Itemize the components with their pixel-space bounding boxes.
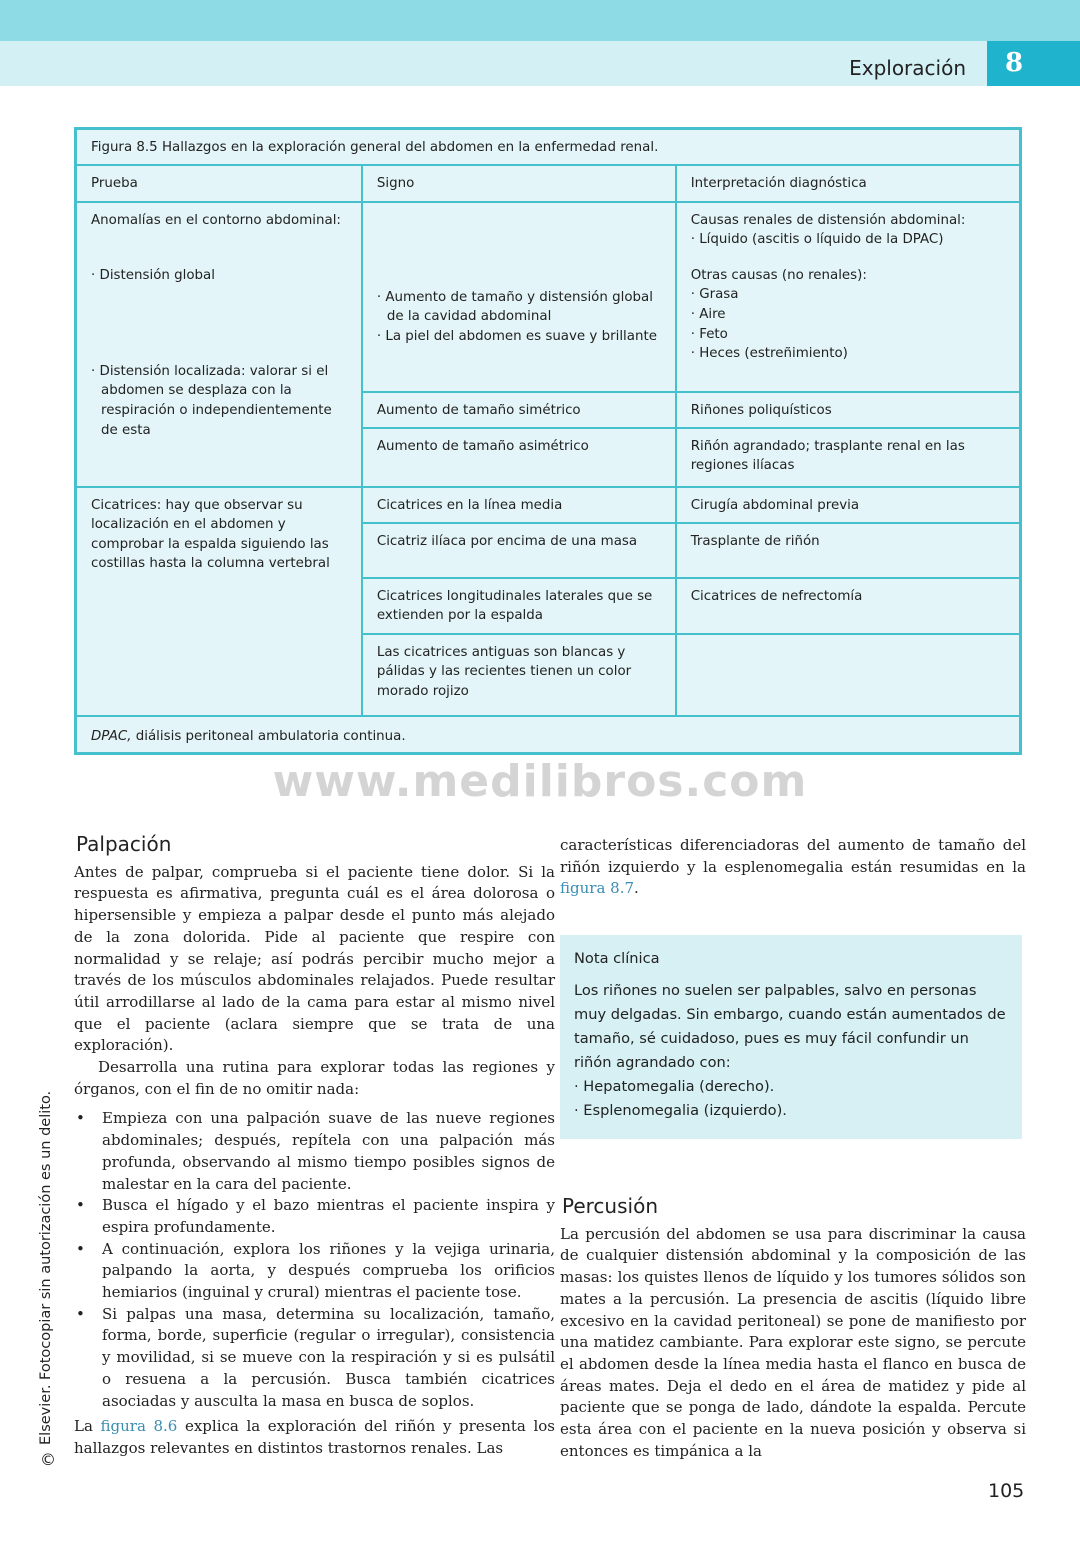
footnote-abbr: DPAC, [91,728,132,744]
text: La [74,1417,101,1436]
interp-other-title: Otras causas (no renales): [690,267,867,283]
page-number: 105 [988,1480,1025,1502]
list-item: • Si palpas una masa, determina su localización, tamaño, forma, borde, superficie (regular o irregular), consistencia y movilidad, si se mueve con la respiración y si es pulsátil o resuena a la percusión. Busca también cicatrices asociadas y ausculta la masa en busca de soplos. [74,1304,555,1413]
note-item: · Hepatomegalia (derecho). [574,1075,1008,1099]
interp-item: · Grasa [691,285,1005,305]
paragraph: Antes de palpar, comprueba si el paciente tiene dolor. Si la respuesta es afirmativa, pregunta cuál es el área dolorosa o hipersensible y empieza a palpar desde el punto más alejado de la zona dolorida. Pide al paciente que respire con normalidad y se relaje; así podrás percibir mucho mejor a través de los músculos abdominales relajados. Puede resultar útil arrodillarse al lado de la cama para estar al mismo nivel que el paciente (aclara siempre que se trata de una exploración). [74,862,555,1055]
cell-interp: Riñón agrandado; trasplante renal en las regiones ilíacas [676,428,1021,487]
cell-signo: Aumento de tamaño simétrico [362,392,676,428]
section-heading-percusion: Percusión [562,1194,658,1218]
cell-interp [676,634,1021,716]
paragraph: Desarrolla una rutina para explorar todas las regiones y órganos, con el fin de no omitir nada: [74,1058,555,1098]
text: . [634,879,639,898]
paragraph [74,1416,555,1459]
interp-item: · Líquido (ascitis o líquido de la DPAC) [691,230,1005,250]
clinical-note-box [560,935,1022,1139]
cell-prueba-cicatrices: Cicatrices: hay que observar su localización en el abdomen y comprobar la espalda siguiendo las costillas hasta la columna vertebral [76,487,362,716]
interp-item: · Heces (estreñimiento) [691,344,1005,364]
figure-8-6-link[interactable]: figura 8.6 [100,1417,178,1436]
chapter-title: Exploración [849,56,966,80]
list-item: • Busca el hígado y el bazo mientras el paciente inspira y espira profundamente. [74,1195,555,1238]
text: explica la exploración del riñón y presenta los hallazgos relevantes en distintos trastornos renales. Las [74,1417,556,1457]
figure-footnote [76,716,1021,754]
cell-prueba-contorno [76,202,362,487]
cell-signo-global [362,202,676,392]
list-item: • A continuación, explora los riñones y la vejiga urinaria, palpando la aorta, y después comprueba los orificios hemiarios (inguinal y crural) mientras el paciente tose. [74,1239,555,1304]
interp-item: · Aire [691,305,1005,325]
figure-caption: Figura 8.5 Hallazgos en la exploración general del abdomen en la enfermedad renal. [76,129,1021,165]
watermark: www.medilibros.com [272,756,808,807]
interp-renal-title: Causas renales de distensión abdominal: [690,212,966,228]
col-header-signo: Signo [362,165,676,202]
left-column [74,834,555,1460]
section-heading-palpacion: Palpación [76,832,172,856]
figure-8-7-link[interactable]: figura 8.7 [560,879,635,898]
copyright-notice: Elsevier. Fotocopiar sin autorización es un delito. [38,1090,54,1445]
cell-interp-global [676,202,1021,392]
cell-signo: Cicatriz ilíaca por encima de una masa [362,523,676,578]
interp-item: · Feto [691,325,1005,345]
cell-interp: Trasplante de riñón [676,523,1021,578]
paragraph: La percusión del abdomen se usa para discriminar la causa de cualquier distensión abdominal y la composición de las masas: los quistes llenos de líquido y los tumores sólidos son mates a la percusión. La presencia de ascitis (líquido libre excesivo en la cavidad peritoneal) se pone de manifiesto por una matidez cambiante. Para explorar este signo, se percute el abdomen desde la línea media hasta el flanco en busca de áreas mates. Deja el dedo en el área de matidez y pide al paciente que se ponga de lado, dándote la espalda. Percute esta área con el paciente en la nueva posición y observa si entonces es timpánica a la [560,1224,1026,1460]
signo-item: · Aumento de tamaño y distensión global de la cavidad abdominal [377,288,661,327]
paragraph [560,835,1026,900]
note-text: Los riñones no suelen ser palpables, salvo en personas muy delgadas. Sin embargo, cuando están aumentados de tamaño, sé cuidadoso, pues es muy fácil confundir un riñón agrandado con: [574,982,1006,1071]
cell-interp: Cirugía abdominal previa [676,487,1021,523]
cell-signo: Aumento de tamaño asimétrico [362,428,676,487]
chapter-number: 8 [987,41,1080,86]
cell-signo: Cicatrices en la línea media [362,487,676,523]
text: características diferenciadoras del aumento de tamaño del riñón izquierdo y la esplenomegalia están resumidas en la [560,836,1026,876]
cell-signo: Las cicatrices antiguas son blancas y pálidas y las recientes tienen un color morado rojizo [362,634,676,716]
copyright-symbol: © [40,1450,56,1469]
note-title: Nota clínica [574,950,660,967]
prueba-global: · Distensión global [91,266,347,286]
right-column-bottom [560,1196,1026,1462]
note-item: · Esplenomegalia (izquierdo). [574,1099,1008,1123]
right-column-top [560,835,1026,900]
cell-signo: Cicatrices longitudinales laterales que se extienden por la espalda [362,578,676,634]
signo-item: · La piel del abdomen es suave y brillante [377,327,661,347]
footnote-text: diálisis peritoneal ambulatoria continua. [131,728,406,744]
routine-list [74,1108,555,1412]
cell-interp: Cicatrices de nefrectomía [676,578,1021,634]
figure-table [74,127,1022,755]
header-band [0,0,1080,41]
prueba-title: Anomalías en el contorno abdominal: [91,212,341,228]
col-header-interp: Interpretación diagnóstica [676,165,1021,202]
cell-interp: Riñones poliquísticos [676,392,1021,428]
prueba-local: · Distensión localizada: valorar si el abdomen se desplaza con la respiración o independientemente de esta [91,362,347,440]
list-item: • Empieza con una palpación suave de las nueve regiones abdominales; después, repítela con una palpación más profunda, observando al mismo tiempo posibles signos de malestar en la cara del paciente. [74,1108,555,1195]
col-header-prueba: Prueba [76,165,362,202]
